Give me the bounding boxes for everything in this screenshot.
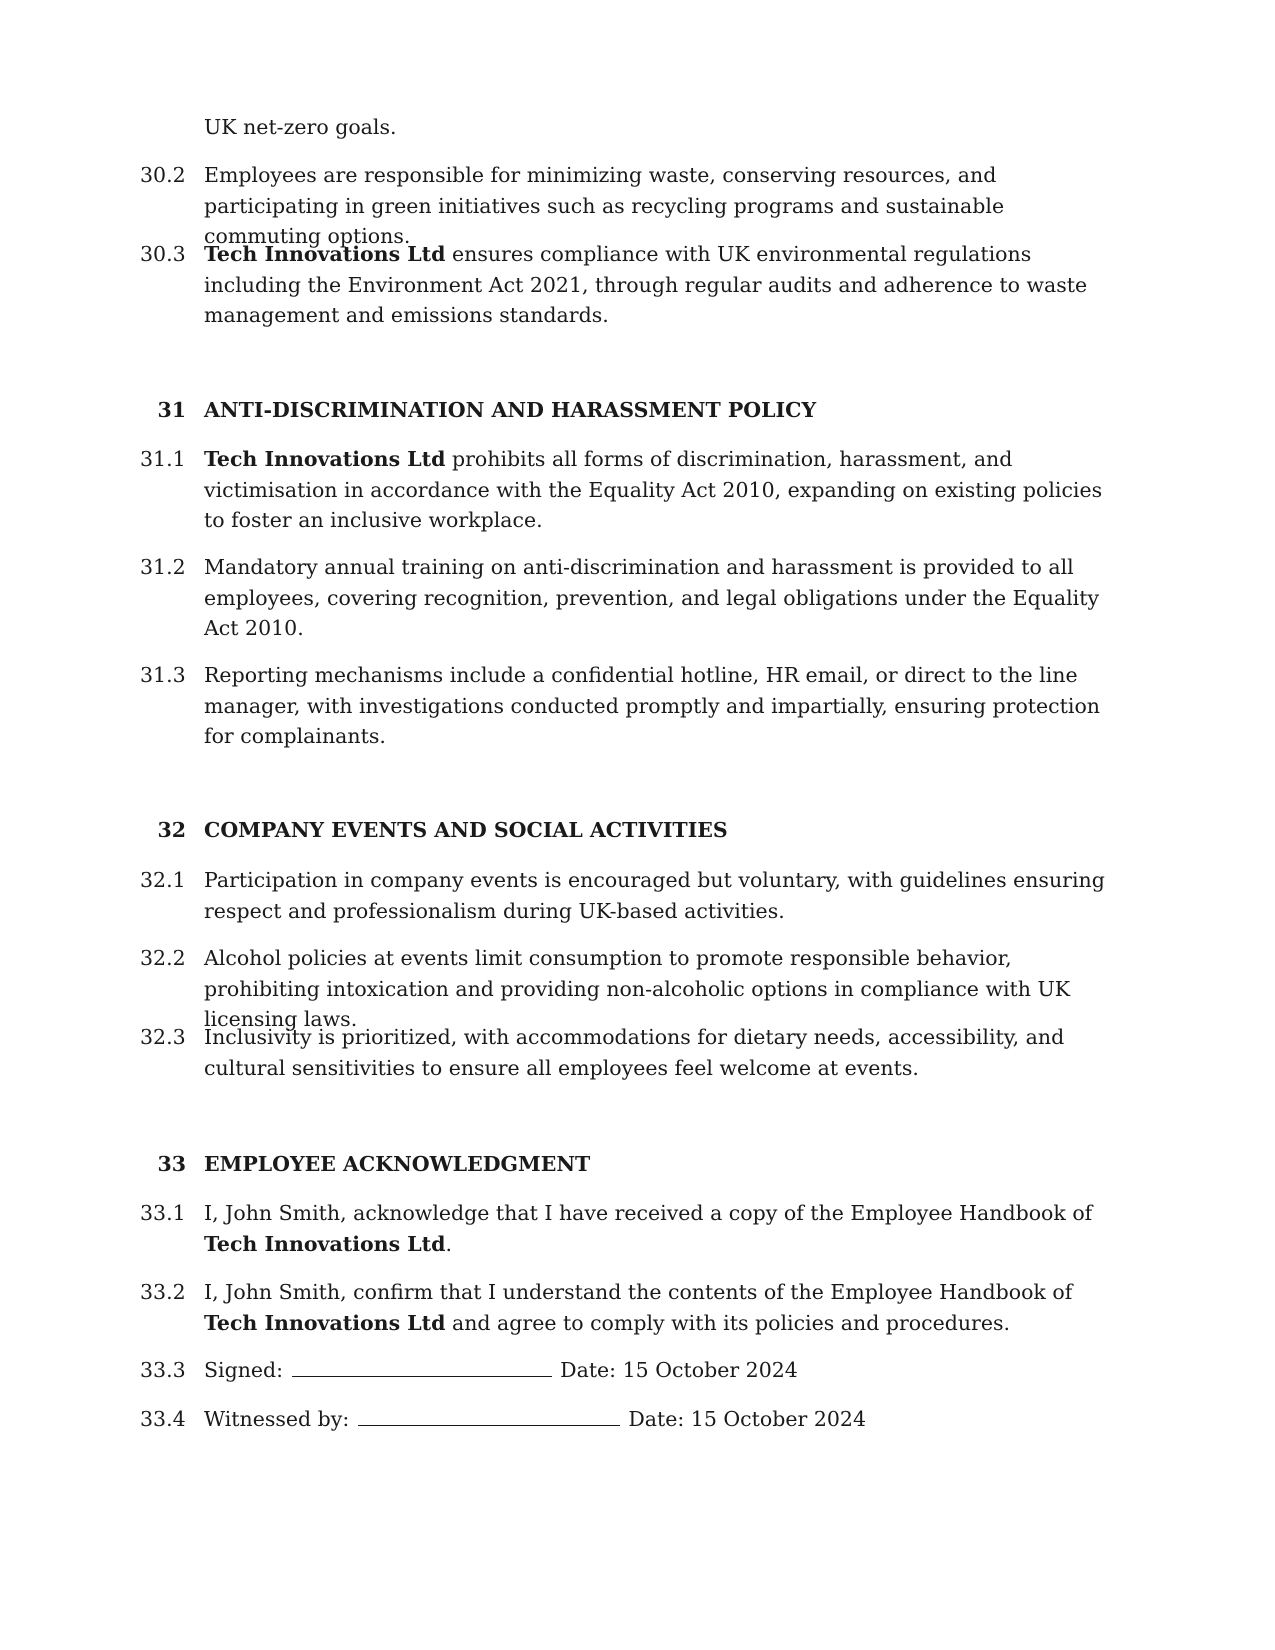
section-title: COMPANY EVENTS AND SOCIAL ACTIVITIES (204, 818, 728, 842)
clause-text: UK net-zero goals. (204, 115, 397, 139)
section-number: 32 (157, 818, 186, 842)
section-title: ANTI-DISCRIMINATION AND HARASSMENT POLICY (204, 398, 817, 422)
clause-33-2 (140, 1277, 1120, 1338)
witness-date: Date: 15 October 2024 (628, 1407, 866, 1431)
clause-number: 32.1 (140, 868, 186, 892)
clause-30-3 (140, 239, 1120, 331)
section-heading-33 (140, 1149, 1120, 1180)
company-name: Tech Innovations Ltd (204, 1231, 446, 1256)
witness-label: Witnessed by: (204, 1407, 350, 1431)
clause-number: 33.3 (140, 1358, 186, 1382)
clause-text: I, John Smith, confirm that I understand the contents of the Employee Handbook of Tech Innovations Ltd and agree to comply with its policies and procedures. (204, 1280, 1073, 1335)
clause-number: 30.2 (140, 163, 186, 187)
clause-text: Participation in company events is encouraged but voluntary, with guidelines ensuring respect and professionalism during UK-based activities. (204, 868, 1105, 923)
clause-text: Tech Innovations Ltd ensures compliance with UK environmental regulations including the Environment Act 2021, through regular audits and adherence to waste management and emissions standards. (204, 242, 1088, 327)
signature-line (292, 1356, 552, 1377)
clause-31-3 (140, 660, 1120, 752)
section-heading-32 (140, 815, 1120, 846)
clause-number: 32.3 (140, 1025, 186, 1049)
clause-30-1-continuation (140, 112, 1120, 143)
clause-number: 33.1 (140, 1201, 186, 1225)
clause-text: I, John Smith, acknowledge that I have received a copy of the Employee Handbook of Tech Innovations Ltd. (204, 1201, 1093, 1256)
clause-31-2 (140, 552, 1120, 644)
clause-31-1 (140, 444, 1120, 536)
clause-number: 31.3 (140, 663, 186, 687)
section-number: 33 (157, 1152, 186, 1176)
signed-date: Date: 15 October 2024 (560, 1358, 798, 1382)
clause-text: Inclusivity is prioritized, with accommodations for dietary needs, accessibility, and cultural sensitivities to ensure all employees feel welcome at events. (204, 1025, 1065, 1080)
clause-number: 30.3 (140, 242, 186, 266)
clause-text: Alcohol policies at events limit consumption to promote responsible behavior, prohibiting intoxication and providing non-alcoholic options in compliance with UK licensing laws. (204, 946, 1071, 1031)
clause-number: 33.2 (140, 1280, 186, 1304)
company-name: Tech Innovations Ltd (204, 242, 446, 266)
clause-33-4 (140, 1404, 1120, 1435)
clause-text: Employees are responsible for minimizing waste, conserving resources, and participating in green initiatives such as recycling programs and sustainable commuting options. (204, 163, 1005, 248)
section-number: 31 (157, 398, 186, 422)
clause-text: Tech Innovations Ltd prohibits all forms of discrimination, harassment, and victimisation in accordance with the Equality Act 2010, expanding on existing policies to foster an inclusive workplace. (204, 447, 1103, 532)
witness-signature-line (358, 1405, 620, 1426)
clause-30-2 (140, 160, 1120, 252)
clause-32-1 (140, 865, 1120, 926)
signed-label: Signed: (204, 1358, 284, 1382)
clause-32-3 (140, 1022, 1120, 1083)
clause-number: 31.1 (140, 447, 186, 471)
clause-33-3 (140, 1355, 1120, 1386)
clause-number: 32.2 (140, 946, 186, 970)
section-heading-31 (140, 395, 1120, 426)
company-name: Tech Innovations Ltd (204, 1310, 446, 1335)
clause-32-2 (140, 943, 1120, 1035)
clause-number: 33.4 (140, 1407, 186, 1431)
clause-33-1 (140, 1198, 1120, 1259)
clause-text: Mandatory annual training on anti-discrimination and harassment is provided to all employees, covering recognition, prevention, and legal obligations under the Equality Act 2010. (204, 555, 1100, 640)
section-title: EMPLOYEE ACKNOWLEDGMENT (204, 1152, 591, 1176)
clause-text: Reporting mechanisms include a confidential hotline, HR email, or direct to the line manager, with investigations conducted promptly and impartially, ensuring protection for complainants. (204, 663, 1100, 748)
clause-number: 31.2 (140, 555, 186, 579)
company-name: Tech Innovations Ltd (204, 447, 446, 471)
